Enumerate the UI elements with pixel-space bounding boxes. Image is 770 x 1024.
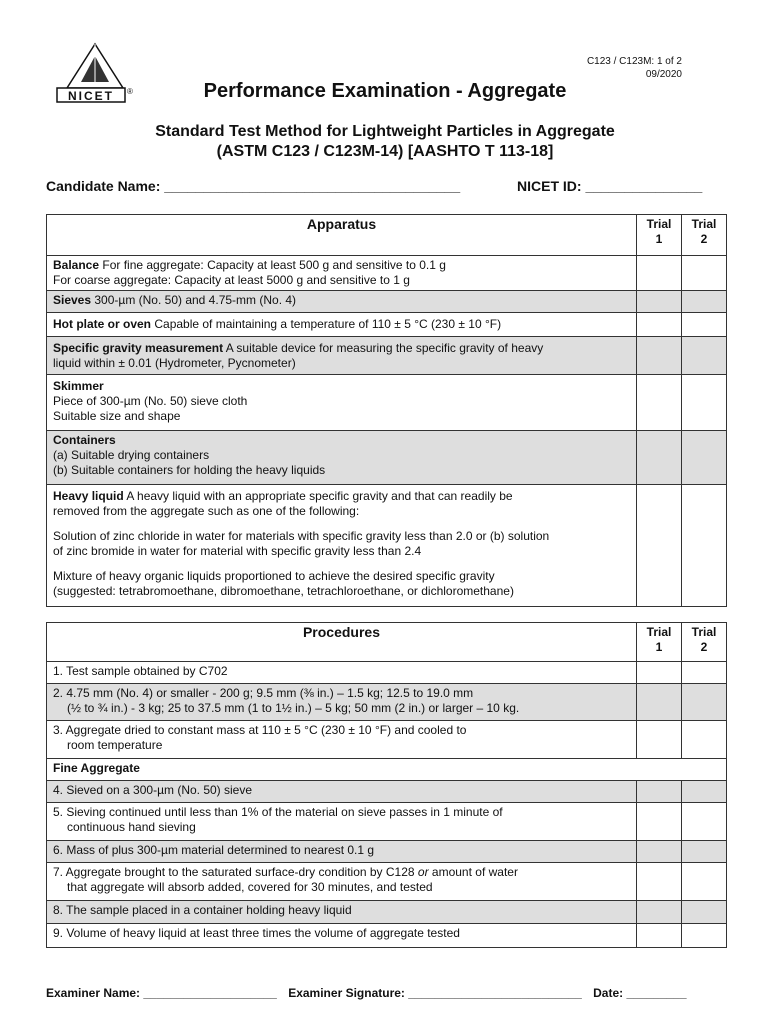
examiner-signature-field[interactable]: Examiner Signature: __________________________ <box>288 986 582 1000</box>
sg-text-1: A suitable device for measuring the specific gravity of heavy <box>223 341 544 355</box>
step-7-line-1a: 7. Aggregate brought to the saturated surface-dry condition by C128 <box>53 865 418 879</box>
document-id <box>587 55 682 81</box>
trial-1-checkbox[interactable] <box>637 291 682 313</box>
procedures-trial-2-header <box>682 623 727 662</box>
trial-2-checkbox[interactable] <box>682 803 727 841</box>
apparatus-row-balance <box>47 256 727 291</box>
trial-2-checkbox[interactable] <box>682 901 727 924</box>
procedure-row-8 <box>47 901 727 924</box>
subtitle-line-2: (ASTM C123 / C123M-14) [AASHTO T 113-18] <box>216 143 554 160</box>
trial-2-checkbox[interactable] <box>682 313 727 337</box>
trial-1-checkbox[interactable] <box>637 721 682 759</box>
doc-date: 09/2020 <box>645 69 682 80</box>
step-2-line-1: 2. 4.75 mm (No. 4) or smaller - 200 g; 9.5 mm (⅜ in.) – 1.5 kg; 12.5 to 19.0 mm <box>53 686 474 700</box>
trial-1-checkbox[interactable] <box>637 924 682 948</box>
balance-text-2: For coarse aggregate: Capacity at least 5000 g and sensitive to 1 g <box>53 273 410 287</box>
examiner-footer <box>46 986 726 1000</box>
apparatus-heading: Apparatus <box>47 215 637 256</box>
apparatus-row-heavy-liquid <box>47 485 727 607</box>
procedure-row-1 <box>47 662 727 684</box>
trial-1-checkbox[interactable] <box>637 662 682 684</box>
trial-1-checkbox[interactable] <box>637 256 682 291</box>
trial-1-checkbox[interactable] <box>637 375 682 431</box>
trial-number: 1 <box>655 232 663 246</box>
trial-2-checkbox[interactable] <box>682 684 727 721</box>
trial-label: Trial <box>691 625 717 639</box>
step-1: 1. Test sample obtained by C702 <box>47 662 637 684</box>
subtitle-line-1: Standard Test Method for Lightweight Particles in Aggregate <box>155 123 615 140</box>
sg-text-2: liquid within ± 0.01 (Hydrometer, Pycnometer) <box>53 356 296 370</box>
balance-title: Balance <box>53 258 100 272</box>
trial-1-checkbox[interactable] <box>637 803 682 841</box>
procedure-row-7 <box>47 863 727 901</box>
apparatus-row-specific-gravity <box>47 337 727 375</box>
date-field[interactable]: Date: _________ <box>593 986 687 1000</box>
trial-2-checkbox[interactable] <box>682 256 727 291</box>
logo-text: NICET <box>68 89 114 103</box>
trial-2-checkbox[interactable] <box>682 431 727 485</box>
apparatus-table <box>46 214 727 607</box>
page-subtitle <box>0 122 770 162</box>
apparatus-trial-2-header <box>682 215 727 256</box>
apparatus-row-containers <box>47 431 727 485</box>
nicet-id-field[interactable]: NICET ID: _______________ <box>517 178 703 194</box>
trial-2-checkbox[interactable] <box>682 841 727 863</box>
trial-2-checkbox[interactable] <box>682 375 727 431</box>
procedure-row-2 <box>47 684 727 721</box>
procedure-row-3 <box>47 721 727 759</box>
hotplate-text: Capable of maintaining a temperature of 110 ± 5 °C (230 ± 10 °F) <box>151 317 502 331</box>
trial-2-checkbox[interactable] <box>682 337 727 375</box>
trial-1-checkbox[interactable] <box>637 863 682 901</box>
procedures-heading: Procedures <box>47 623 637 662</box>
trial-label: Trial <box>691 217 717 231</box>
heavy-text-3: Solution of zinc chloride in water for materials with specific gravity less than 2.0 or (b) solution <box>53 529 550 543</box>
examiner-name-field[interactable]: Examiner Name: ____________________ <box>46 986 277 1000</box>
fine-aggregate-heading: Fine Aggregate <box>47 759 727 781</box>
trial-number: 2 <box>700 640 708 654</box>
containers-text-2: (b) Suitable containers for holding the heavy liquids <box>53 463 326 477</box>
step-6: 6. Mass of plus 300-µm material determined to nearest 0.1 g <box>47 841 637 863</box>
containers-text-1: (a) Suitable drying containers <box>53 448 210 462</box>
trial-1-checkbox[interactable] <box>637 313 682 337</box>
heavy-text-5: Mixture of heavy organic liquids proportioned to achieve the desired specific gravity <box>53 569 495 583</box>
trial-1-checkbox[interactable] <box>637 901 682 924</box>
trial-1-checkbox[interactable] <box>637 431 682 485</box>
step-7-or: or <box>417 865 429 879</box>
heavy-text-4: of zinc bromide in water for material with specific gravity less than 2.4 <box>53 544 422 558</box>
apparatus-row-hotplate <box>47 313 727 337</box>
apparatus-row-skimmer <box>47 375 727 431</box>
step-3-line-1: 3. Aggregate dried to constant mass at 110 ± 5 °C (230 ± 10 °F) and cooled to <box>53 723 467 737</box>
sieves-title: Sieves <box>53 293 92 307</box>
apparatus-row-sieves <box>47 291 727 313</box>
procedure-row-9 <box>47 924 727 948</box>
step-7-line-2: that aggregate will absorb added, covered for 30 minutes, and tested <box>67 880 433 894</box>
registered-mark: ® <box>127 87 133 96</box>
step-8: 8. The sample placed in a container holding heavy liquid <box>47 901 637 924</box>
step-4: 4. Sieved on a 300-µm (No. 50) sieve <box>47 781 637 803</box>
trial-number: 2 <box>700 232 708 246</box>
step-3-line-2: room temperature <box>67 738 163 752</box>
step-7-line-1b: amount of water <box>428 865 518 879</box>
procedure-row-4 <box>47 781 727 803</box>
fine-aggregate-row <box>47 759 727 781</box>
page-title: Performance Examination - Aggregate <box>203 80 567 102</box>
trial-1-checkbox[interactable] <box>637 841 682 863</box>
procedures-trial-1-header <box>637 623 682 662</box>
trial-2-checkbox[interactable] <box>682 781 727 803</box>
skimmer-title: Skimmer <box>53 379 104 393</box>
procedures-table <box>46 622 727 948</box>
apparatus-trial-1-header <box>637 215 682 256</box>
trial-label: Trial <box>646 625 672 639</box>
candidate-name-field[interactable]: Candidate Name: ______________________________________ <box>46 178 461 194</box>
step-9: 9. Volume of heavy liquid at least three times the volume of aggregate tested <box>47 924 637 948</box>
sg-title: Specific gravity measurement <box>53 341 224 355</box>
trial-2-checkbox[interactable] <box>682 924 727 948</box>
trial-2-checkbox[interactable] <box>682 863 727 901</box>
doc-code: C123 / C123M: 1 of 2 <box>586 56 682 67</box>
step-5-line-2: continuous hand sieving <box>67 820 196 834</box>
procedure-row-6 <box>47 841 727 863</box>
balance-text-1: For fine aggregate: Capacity at least 500 g and sensitive to 0.1 g <box>99 258 446 272</box>
trial-number: 1 <box>655 640 663 654</box>
trial-1-checkbox[interactable] <box>637 337 682 375</box>
trial-2-checkbox[interactable] <box>682 662 727 684</box>
trial-1-checkbox[interactable] <box>637 781 682 803</box>
trial-2-checkbox[interactable] <box>682 291 727 313</box>
skimmer-text-2: Suitable size and shape <box>53 409 181 423</box>
hotplate-title: Hot plate or oven <box>53 317 152 331</box>
heavy-text-2: removed from the aggregate such as one of the following: <box>53 504 360 518</box>
heavy-title: Heavy liquid <box>53 489 124 503</box>
procedure-row-5 <box>47 803 727 841</box>
step-2-line-2: (½ to ¾ in.) - 3 kg; 25 to 37.5 mm (1 to 1½ in.) – 5 kg; 50 mm (2 in.) or larger – 10 kg. <box>67 701 520 715</box>
step-5-line-1: 5. Sieving continued until less than 1% of the material on sieve passes in 1 minute of <box>53 805 503 819</box>
trial-1-checkbox[interactable] <box>637 485 682 607</box>
skimmer-text-1: Piece of 300-µm (No. 50) sieve cloth <box>53 394 248 408</box>
containers-title: Containers <box>53 433 116 447</box>
sieves-text: 300-µm (No. 50) and 4.75-mm (No. 4) <box>91 293 297 307</box>
trial-1-checkbox[interactable] <box>637 684 682 721</box>
heavy-text-1: A heavy liquid with an appropriate specific gravity and that can readily be <box>123 489 513 503</box>
trial-2-checkbox[interactable] <box>682 721 727 759</box>
trial-label: Trial <box>646 217 672 231</box>
trial-2-checkbox[interactable] <box>682 485 727 607</box>
heavy-text-6: (suggested: tetrabromoethane, dibromoethane, tetrachloroethane, or dichloromethane) <box>53 584 514 598</box>
